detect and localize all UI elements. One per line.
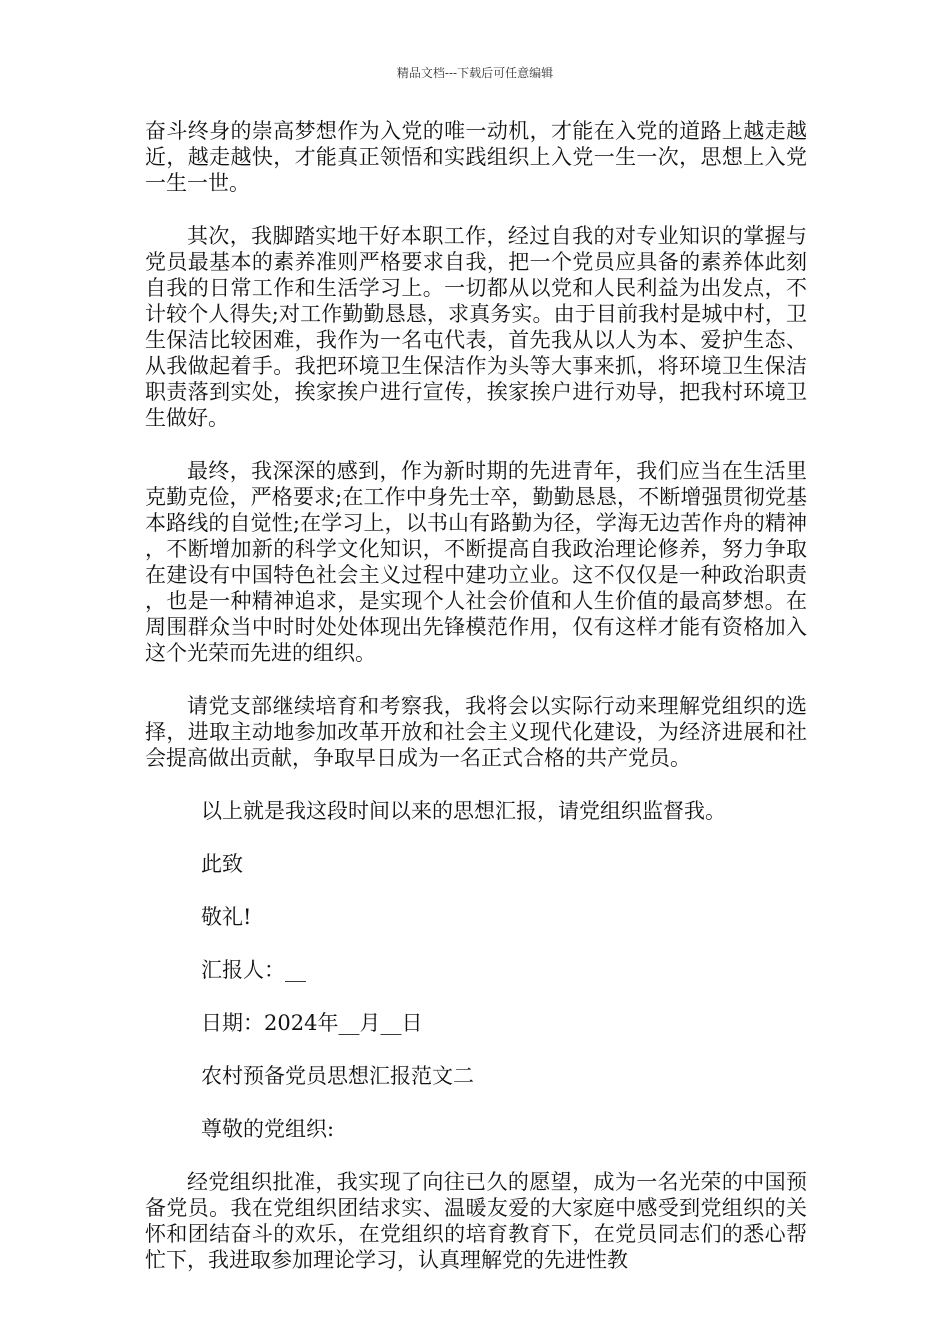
section-title: 农村预备党员思想汇报范文二	[201, 1064, 474, 1088]
paragraph-conclusion: 最终，我深深的感到，作为新时期的先进青年，我们应当在生活里克勤克俭，严格要求;在工作中身先士卒，勤勤恳恳，不断增强贯彻党基本路线的自觉性;在学习上，以书山有路勤为径，学海无边苦作舟的精神，不断增加新的科学文化知识，不断提高自我政治理论修养，努力争取在建设有中国特色社会主义过程中建功立业。这不仅仅是一种政治职责，也是一种精神追求，是实现个人社会价值和人生价值的最高梦想。在周围群众当中时时处处体现出先锋模范作用，仅有这样才能有资格加入这个光荣而先进的组织。	[145, 459, 807, 665]
closing-statement: 以上就是我这段时间以来的思想汇报，请党组织监督我。	[201, 799, 726, 823]
date-line: 日期：2024年__月__日	[201, 1011, 423, 1035]
document-body	[145, 118, 807, 1273]
reporter-line: 汇报人：__	[201, 958, 306, 982]
salutation-jingli: 敬礼!	[201, 905, 252, 929]
salutation-cizhi: 此致	[201, 852, 243, 876]
page-header: 精品文档---下载后可任意编辑	[396, 66, 554, 80]
greeting: 尊敬的党组织:	[201, 1117, 335, 1141]
paragraph-request: 请党支部继续培育和考察我，我将会以实际行动来理解党组织的选择，进取主动地参加改革开放和社会主义现代化建设，为经济进展和社会提高做出贡献，争取早日成为一名正式合格的共产党员。	[145, 694, 807, 770]
paragraph-work: 其次，我脚踏实地干好本职工作，经过自我的对专业知识的掌握与党员最基本的素养准则严格要求自我，把一个党员应具备的素养体此刻自我的日常工作和生活学习上。一切都从以党和人民利益为出发点，不计较个人得失;对工作勤勤恳恳，求真务实。由于目前我村是城中村，卫生保洁比较困难，我作为一名屯代表，首先我从以人为本、爱护生态、从我做起着手。我把环境卫生保洁作为头等大事来抓，将环境卫生保洁职责落到实处，挨家挨户进行宣传，挨家挨户进行劝导，把我村环境卫生做好。	[145, 224, 807, 430]
paragraph-second-report: 经党组织批准，我实现了向往已久的愿望，成为一名光荣的中国预备党员。我在党组织团结求实、温暖友爱的大家庭中感受到党组织的关怀和团结奋斗的欢乐，在党组织的培育教育下，在党员同志们的悉心帮忙下，我进取参加理论学习，认真理解党的先进性教	[145, 1170, 807, 1272]
paragraph-continuation: 奋斗终身的崇高梦想作为入党的唯一动机，才能在入党的道路上越走越近，越走越快，才能真正领悟和实践组织上入党一生一次，思想上入党一生一世。	[145, 119, 807, 195]
